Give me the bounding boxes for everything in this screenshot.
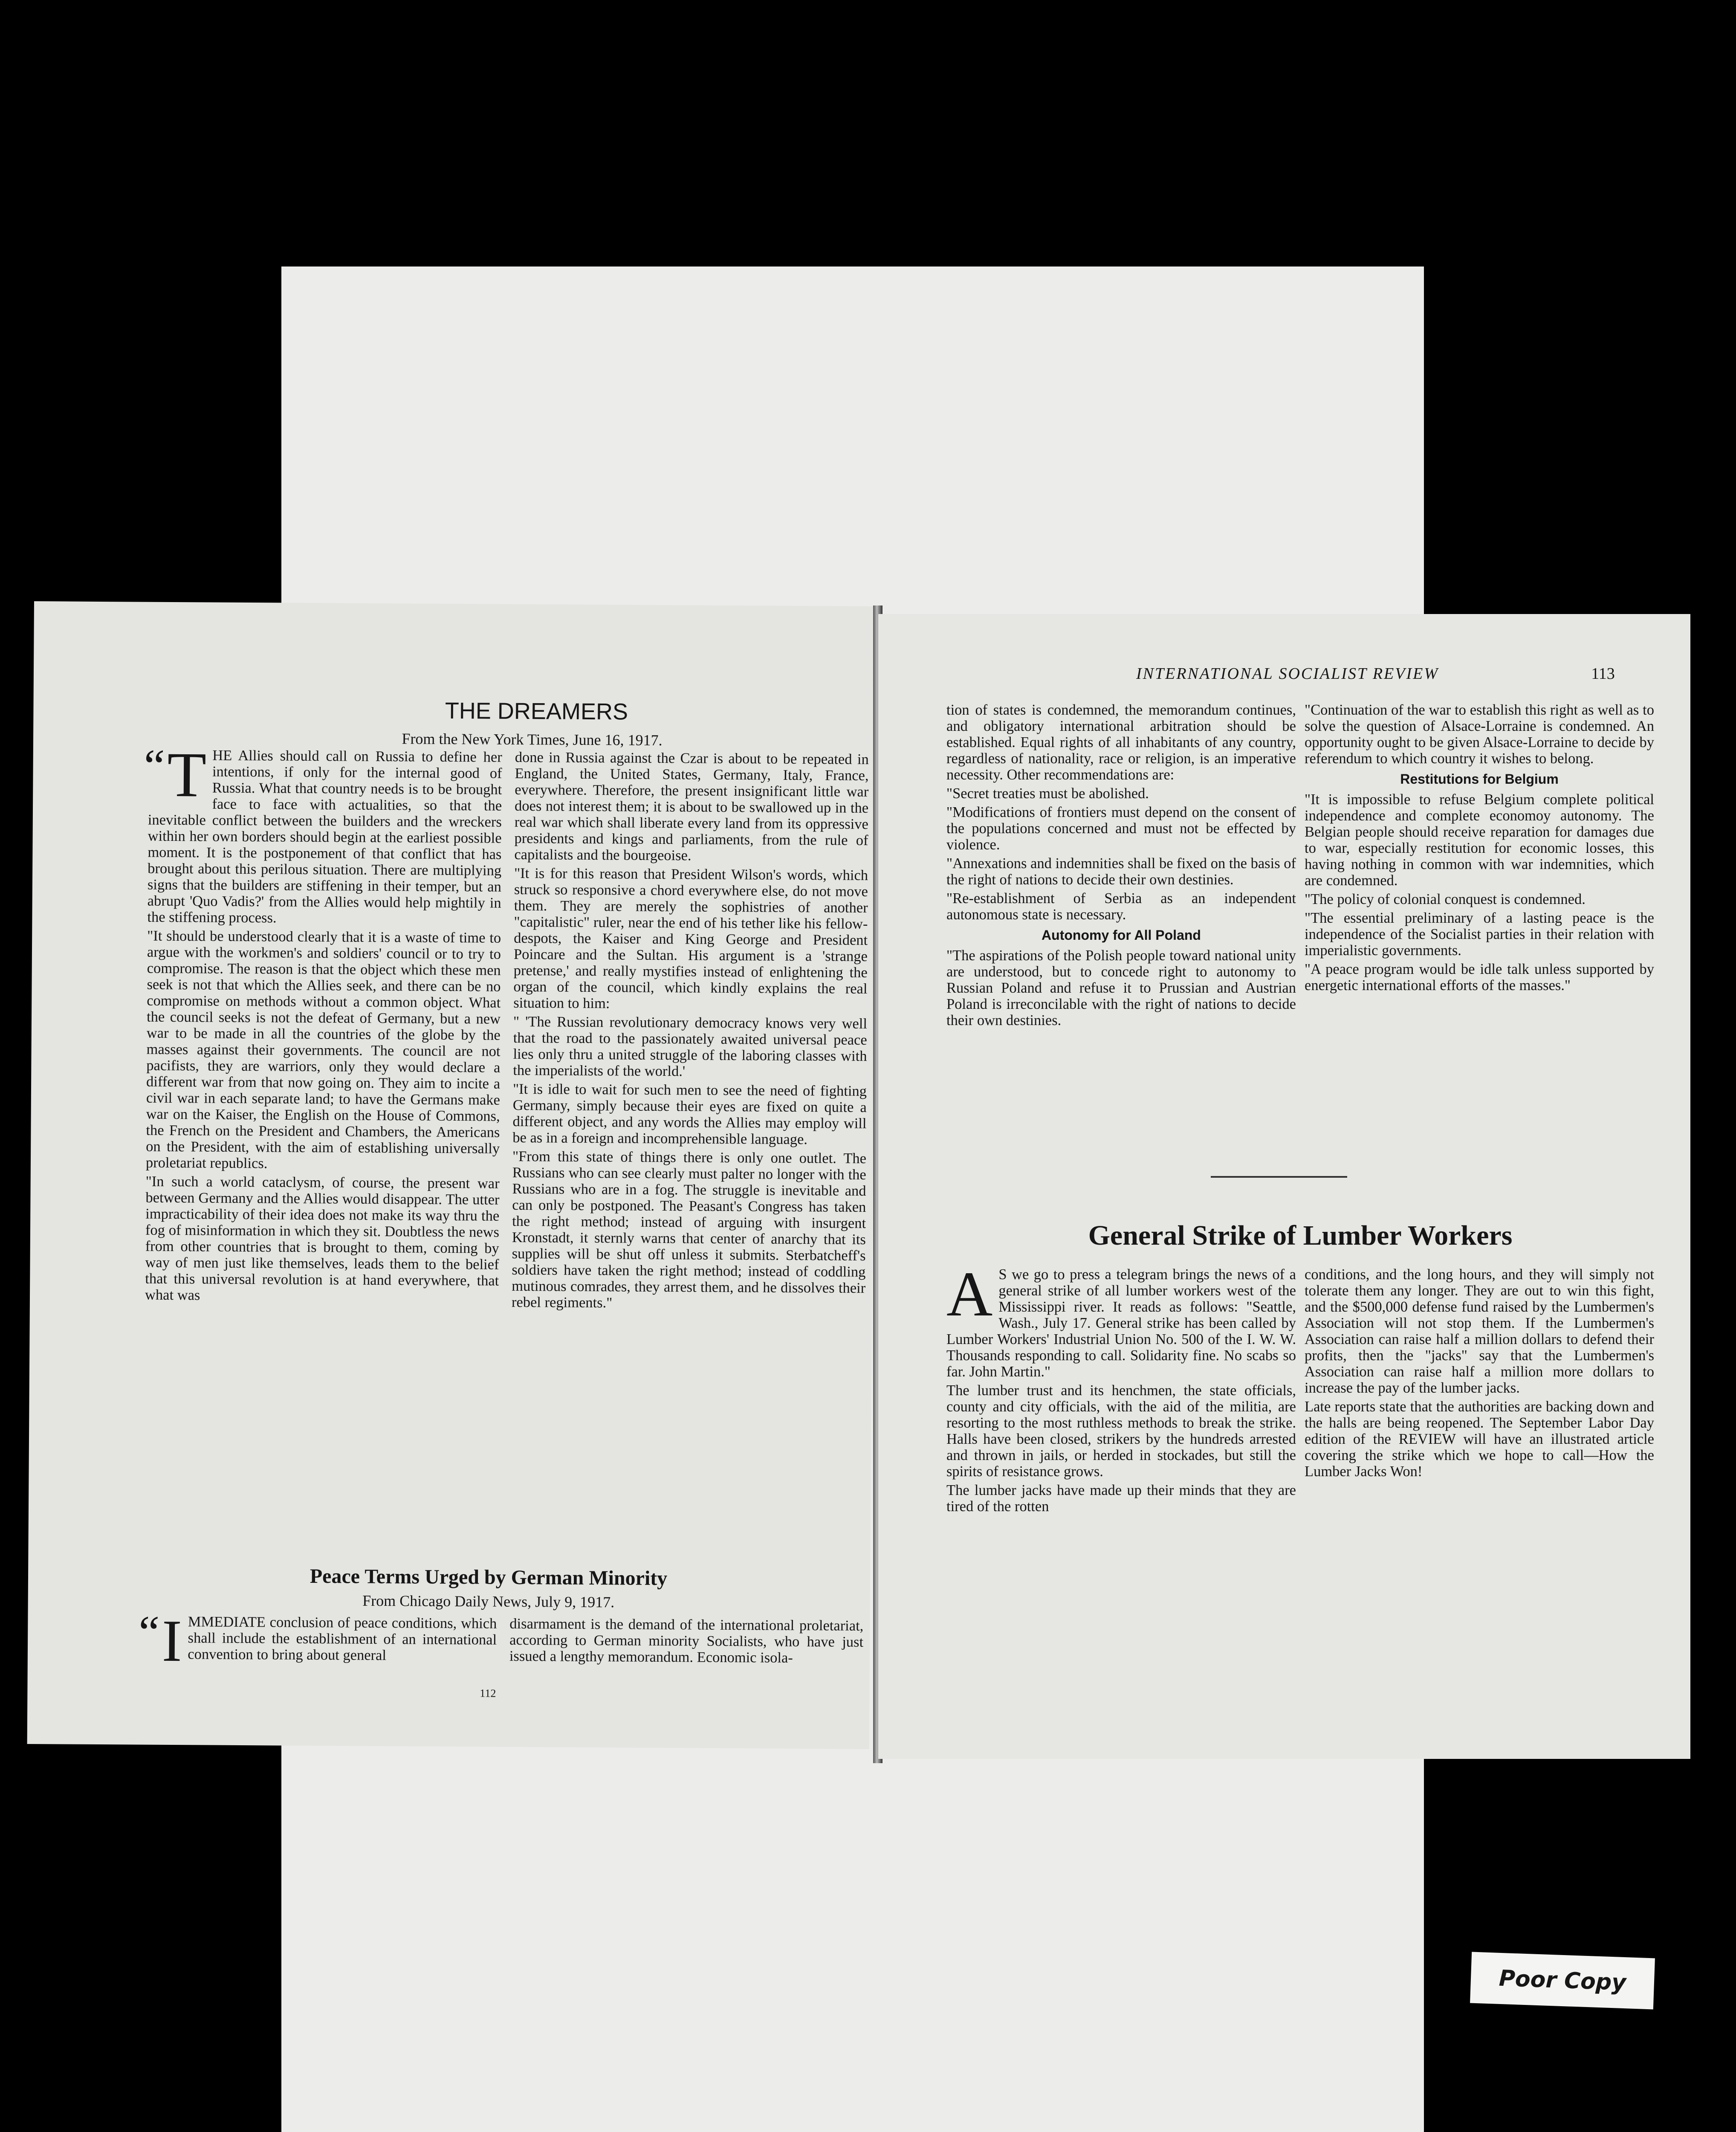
paragraph: Late reports state that the authorities are backing down and the halls are being reopened. The September Labor Day edition of the REVIEW will have an illustrated article covering the strike which we hope to call—How the Lumber Jacks Won! xyxy=(1305,1399,1654,1480)
paragraph: tion of states is condemned, the memorandum continues, and obligatory international arbitration should be established. Equal rights of all inhabitants of any country, regardless of nationality, race or religion, is an imperative necessity. Other recommendations are: xyxy=(946,702,1296,783)
dreamers-column-1 xyxy=(144,739,502,1308)
lumber-column-1 xyxy=(946,1259,1296,1517)
left-page xyxy=(27,601,876,1749)
paragraph: "Re-establishment of Serbia as an independent autonomous state is necessary. xyxy=(946,890,1296,923)
drop-cap-a: A xyxy=(946,1259,993,1330)
paragraph: "It is for this reason that President Wilson's words, which struck so responsive a chord everywhere else, do not move them. They are merely the sophistries of another "capitalistic" ruler, near the end of his tether like his fellow-despots, the Kaiser and King George and President Poincare and the Sultan. His argument is a 'strange pretense,' and really mystifies instead of enlightening the organ of the council, which kindly explains the real situation to him: xyxy=(513,865,868,1012)
paragraph: done in Russia against the Czar is about to be repeated in England, the United States, Germany, Italy, France, everywhere. Therefore, the present insignificant little war does not interest them; it is about to be swallowed up in the real war which shall liberate every land from its oppressive presidents and kings and parliaments, from the rule of capitalists and the bourgeoise. xyxy=(514,749,869,864)
section-divider xyxy=(1211,1176,1347,1178)
right-column-2 xyxy=(1305,702,1654,996)
paragraph: MMEDIATE conclusion of peace conditions, which shall include the establishment of an international convention to bring about general xyxy=(188,1613,497,1664)
lumber-column-2 xyxy=(1305,1266,1654,1482)
right-column-1 xyxy=(946,702,1296,1031)
peace-terms-column-2 xyxy=(509,1616,864,1669)
page-number-right: 113 xyxy=(1591,665,1615,683)
paragraph: "It is idle to wait for such men to see the need of fighting Germany, simply because their eyes are fixed on quite a different object, and any words the Allies may employ will be as in a foreign and incomprehensible language. xyxy=(512,1080,867,1148)
paragraph: HE Allies should call on Russia to define her intentions, if only for the internal good of Russia. What that country needs is to be brought face to face with actualities, so that the inevitable conflict between the builders and the wreckers within her own borders should begin at the earliest possible moment. It is the postponement of that conflict that has brought about this perilous situation. There are multiplying signs that the builders are stiffening in their temper, but an abrupt 'Quo Vadis?' from the Allies would help mightily in the stiffening process. xyxy=(147,747,502,926)
drop-quote: “ xyxy=(144,739,165,792)
paragraph: "It is impossible to refuse Belgium complete political independence and complete economoy autonomy. The Belgian people should receive reparation for damages due to war, especially restitution for economic losses, this having nothing in common with war indemnities, which are condemned. xyxy=(1305,791,1654,889)
right-page xyxy=(878,614,1690,1759)
paragraph: "Annexations and indemnities shall be fixed on the basis of the right of nations to decide their own destinies. xyxy=(946,855,1296,888)
paragraph: "It should be understood clearly that it is a waste of time to argue with the workmen's and soldiers' council or to try to compromise. The reason is that the object which these men seek is not that which the Allies seek, and there can be no compromise on methods without a common object. What the council seeks is not the defeat of Germany, but a new war to be made in all the countries of the globe by the masses against their governments. The council are not pacifists, they are warriors, only they would declare a different war from that now going on. They aim to incite a civil war in each separate land; to have the Germans make war on the Kaiser, the English on the House of Commons, the French on the President and Chambers, the Americans on the President, with the aim of establishing universally proletariat republics. xyxy=(145,927,501,1172)
running-head: INTERNATIONAL SOCIALIST REVIEW xyxy=(1136,665,1439,683)
paragraph: The lumber trust and its henchmen, the state officials, county and city officials, with the aid of the militia, are resorting to the most ruthless methods to break the strike. Halls have been closed, strikers by the hundreds arrested and thrown in jails, or herded in stockades, but still the spirits of resistance grows. xyxy=(946,1382,1296,1480)
paragraph: "Modifications of frontiers must depend on the consent of the populations concerned and must not be effected by violence. xyxy=(946,804,1296,853)
drop-cap-t: T xyxy=(167,739,207,811)
paragraph: "Secret treaties must be abolished. xyxy=(946,785,1149,802)
article-title-lumber-strike: General Strike of Lumber Workers xyxy=(1088,1220,1513,1251)
handwritten-note: Poor Copy xyxy=(1470,1952,1655,2010)
paragraph: S we go to press a telegram brings the news of a general strike of all lumber workers west of the Mississippi river. It reads as follows: "Seattle, Wash., July 17. General strike has been called by Lumber Workers' Industrial Union No. 500 of the I. W. W. Thousands responding to call. Solidarity fine. No scabs so far. John Martin." xyxy=(946,1266,1296,1380)
paragraph: "In such a world cataclysm, of course, the present war between Germany and the Allies would disappear. The utter impracticability of their idea does not make its way thru the fog of misinformation in which they sit. Doubtless the news from other countries that is brought to them, coming by way of men just like themselves, leads them to the belief that this universal revolution is at hand everywhere, that what was xyxy=(145,1173,500,1304)
paragraph: "The aspirations of the Polish people toward national unity are understood, but to concede right to autonomy to Russian Poland and refuse it to Prussian and Austrian Poland is irreconcilable with the right of nations to decide their own destinies. xyxy=(946,947,1296,1028)
paragraph: " 'The Russian revolutionary democracy knows very well that the road to the passionately awaited universal peace lies only thru a united struggle of the laboring classes with the imperialists of the world.' xyxy=(513,1013,868,1080)
paragraph: "A peace program would be idle talk unless supported by energetic international efforts of the masses." xyxy=(1305,961,1654,994)
subhead-restitutions-belgium: Restitutions for Belgium xyxy=(1400,771,1559,787)
paragraph: disarmament is the demand of the international proletariat, according to German minority Socialists, who have just issued a lengthy memorandum. Economic isola- xyxy=(509,1615,864,1666)
paragraph: "The essential preliminary of a lasting peace is the independence of the Socialist parties in their relation with imperialistic governments. xyxy=(1305,910,1654,959)
paragraph: "The policy of colonial conquest is condemned. xyxy=(1305,891,1586,907)
paragraph: "Continuation of the war to establish this right as well as to solve the question of Alsace-Lorraine is condemned. An opportunity ought to be given Alsace-Lorraine to decide by referendum to which country it wishes to belong. xyxy=(1305,702,1654,767)
article-source-peace-terms: From Chicago Daily News, July 9, 1917. xyxy=(362,1592,615,1611)
dreamers-column-2 xyxy=(512,749,869,1315)
article-title-dreamers: THE DREAMERS xyxy=(445,698,628,725)
drop-quote: “ xyxy=(138,1606,160,1658)
peace-terms-column-1 xyxy=(138,1606,497,1674)
drop-cap-i: I xyxy=(162,1608,182,1674)
paragraph: The lumber jacks have made up their minds that they are tired of the rotten xyxy=(946,1482,1296,1515)
paragraph: conditions, and the long hours, and they will simply not tolerate them any longer. They are out to win this fight, and the $500,000 defense fund raised by the Lumbermen's Association will not stop them. If the Lumbermen's Association can raise half a million dollars to defend their profits, then the "jacks" say that the Lumbermen's Association can raise half a million more dollars to increase the pay of the lumber jacks. xyxy=(1305,1266,1654,1396)
article-title-peace-terms: Peace Terms Urged by German Minority xyxy=(310,1564,668,1590)
paragraph: "From this state of things there is only one outlet. The Russians who can see clearly must palter no longer with the Russians who are in a fog. The struggle is inevitable and can only be postponed. The Peasant's Congress has taken the right method; instead of arguing with insurgent Kronstadt, it sternly warns that center of anarchy that its supplies will be shut off unless it submits. Sterbatcheff's soldiers have taken the right method; instead of coddling mutinous comrades, they arrest them, and he dissolves their rebel regiments." xyxy=(511,1148,867,1311)
subhead-autonomy-poland: Autonomy for All Poland xyxy=(1042,927,1201,943)
page-number-left: 112 xyxy=(480,1687,496,1700)
article-source-dreamers: From the New York Times, June 16, 1917. xyxy=(402,730,663,749)
